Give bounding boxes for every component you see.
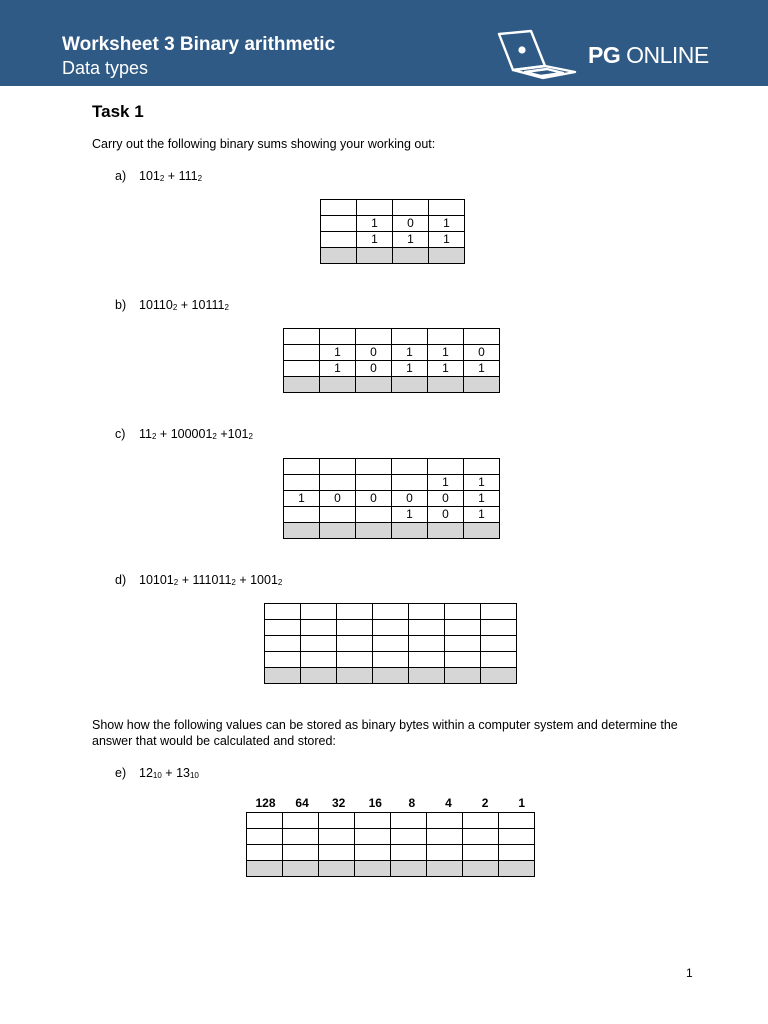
grid-cell[interactable] <box>301 620 337 636</box>
grid-cell[interactable] <box>247 829 283 845</box>
grid-row <box>284 329 500 345</box>
question-expression: $12_{10} + 13_{10}$ <box>139 766 199 780</box>
grid-cell[interactable]: 1 <box>428 361 464 377</box>
grid-cell[interactable] <box>373 652 409 668</box>
grid-cell[interactable] <box>301 604 337 620</box>
grid-cell[interactable] <box>319 813 355 829</box>
grid-row <box>284 361 500 377</box>
grid-cell[interactable] <box>429 248 465 264</box>
grid-cell[interactable] <box>357 200 393 216</box>
place-value-header: 4 <box>445 796 452 810</box>
working-grid <box>246 812 535 877</box>
grid-cell[interactable] <box>247 861 283 877</box>
question-expression: $10110_2 + 10111_2$ <box>139 298 229 312</box>
grid-cell[interactable] <box>409 668 445 684</box>
grid-row <box>265 636 517 652</box>
grid-cell[interactable] <box>320 507 356 523</box>
grid-cell[interactable]: 1 <box>464 361 500 377</box>
grid-cell[interactable] <box>247 845 283 861</box>
page-number: 1 <box>686 966 693 980</box>
grid-cell[interactable] <box>356 475 392 491</box>
grid-cell[interactable] <box>265 620 301 636</box>
grid-cell[interactable] <box>356 329 392 345</box>
answer-row <box>265 668 517 684</box>
place-value-header: 32 <box>332 796 346 810</box>
grid-cell[interactable] <box>283 829 319 845</box>
grid-cell[interactable] <box>319 845 355 861</box>
grid-cell[interactable] <box>356 523 392 539</box>
grid-cell[interactable] <box>265 604 301 620</box>
grid-cell[interactable]: 1 <box>392 507 428 523</box>
grid-cell[interactable]: 0 <box>428 491 464 507</box>
grid-cell[interactable]: 1 <box>464 507 500 523</box>
grid-cell[interactable]: 1 <box>284 491 320 507</box>
grid-row <box>284 459 500 475</box>
grid-cell[interactable] <box>337 652 373 668</box>
grid-cell[interactable] <box>392 475 428 491</box>
grid-cell[interactable] <box>337 604 373 620</box>
grid-cell[interactable] <box>481 668 517 684</box>
grid-cell[interactable]: 0 <box>464 345 500 361</box>
answer-row <box>284 377 500 393</box>
grid-row <box>265 604 517 620</box>
grid-row <box>284 475 500 491</box>
question-expression: $11_2 + 100001_2 +101_2$ <box>139 427 253 441</box>
grid-cell[interactable] <box>409 652 445 668</box>
grid-cell[interactable] <box>337 636 373 652</box>
grid-cell[interactable] <box>301 668 337 684</box>
grid-row <box>321 232 465 248</box>
grid-cell[interactable]: 1 <box>320 345 356 361</box>
grid-cell[interactable] <box>464 523 500 539</box>
grid-cell[interactable] <box>481 620 517 636</box>
grid-cell[interactable] <box>373 636 409 652</box>
grid-row <box>247 845 535 861</box>
grid-cell[interactable] <box>301 636 337 652</box>
grid-cell[interactable] <box>356 507 392 523</box>
grid-cell[interactable] <box>319 829 355 845</box>
working-grid <box>320 199 465 264</box>
header-banner <box>0 0 768 86</box>
grid-cell[interactable] <box>428 459 464 475</box>
grid-cell[interactable] <box>321 216 357 232</box>
grid-cell[interactable]: 0 <box>393 216 429 232</box>
grid-cell[interactable] <box>427 813 463 829</box>
grid-cell[interactable] <box>284 329 320 345</box>
grid-cell[interactable] <box>337 620 373 636</box>
question-label: c) <box>115 427 126 441</box>
grid-row <box>321 200 465 216</box>
grid-cell[interactable] <box>393 200 429 216</box>
grid-cell[interactable] <box>445 652 481 668</box>
question-label: b) <box>115 298 127 312</box>
place-value-header: 1 <box>518 796 526 810</box>
answer-row <box>321 248 465 264</box>
logo-text: PG ONLINE <box>588 42 709 68</box>
question-label: d) <box>115 573 127 587</box>
grid-cell[interactable] <box>320 377 356 393</box>
grid-cell[interactable] <box>355 861 391 877</box>
grid-cell[interactable] <box>392 329 428 345</box>
place-value-header: 16 <box>368 796 382 810</box>
task-intro: Carry out the following binary sums showing your working out: <box>92 137 436 151</box>
grid-cell[interactable] <box>428 377 464 393</box>
place-value-header: 64 <box>295 796 309 810</box>
grid-cell[interactable] <box>445 636 481 652</box>
grid-cell[interactable] <box>284 345 320 361</box>
grid-cell[interactable] <box>337 668 373 684</box>
grid-cell[interactable]: 0 <box>320 491 356 507</box>
grid-row <box>284 345 500 361</box>
grid-cell[interactable] <box>373 620 409 636</box>
worksheet-title: Worksheet 3 Binary arithmetic <box>62 34 336 55</box>
grid-cell[interactable] <box>320 329 356 345</box>
grid-cell[interactable] <box>499 861 535 877</box>
laptop-icon <box>495 28 579 82</box>
grid-cell[interactable]: 1 <box>357 216 393 232</box>
grid-cell[interactable]: 0 <box>428 507 464 523</box>
grid-cell[interactable] <box>393 248 429 264</box>
question-label: e) <box>115 766 127 780</box>
grid-cell[interactable] <box>445 668 481 684</box>
grid-cell[interactable]: 1 <box>464 475 500 491</box>
grid-cell[interactable] <box>481 636 517 652</box>
grid-cell[interactable]: 0 <box>356 345 392 361</box>
answer-row <box>247 861 535 877</box>
pg-online-logo <box>495 28 715 82</box>
grid-cell[interactable] <box>357 248 393 264</box>
grid-cell[interactable] <box>499 845 535 861</box>
grid-cell[interactable] <box>265 652 301 668</box>
grid-cell[interactable] <box>463 861 499 877</box>
grid-cell[interactable] <box>284 459 320 475</box>
grid-cell[interactable] <box>392 459 428 475</box>
grid-cell[interactable] <box>319 861 355 877</box>
grid-cell[interactable] <box>355 813 391 829</box>
grid-cell[interactable] <box>392 377 428 393</box>
grid-cell[interactable]: 1 <box>464 491 500 507</box>
grid-cell[interactable]: 0 <box>356 361 392 377</box>
grid-cell[interactable] <box>391 861 427 877</box>
grid-cell[interactable] <box>499 813 535 829</box>
grid-cell[interactable] <box>247 813 283 829</box>
task-title: Task 1 <box>92 102 144 121</box>
grid-cell[interactable]: 1 <box>429 232 465 248</box>
grid-cell[interactable] <box>391 845 427 861</box>
grid-row <box>247 829 535 845</box>
grid-cell[interactable] <box>320 459 356 475</box>
grid-cell[interactable] <box>321 200 357 216</box>
grid-cell[interactable] <box>321 232 357 248</box>
grid-row <box>247 813 535 829</box>
grid-cell[interactable] <box>373 668 409 684</box>
grid-cell[interactable] <box>321 248 357 264</box>
grid-cell[interactable] <box>427 861 463 877</box>
grid-cell[interactable]: 1 <box>429 216 465 232</box>
place-value-header: 128 <box>255 796 276 810</box>
grid-cell[interactable] <box>428 523 464 539</box>
grid-cell[interactable] <box>283 813 319 829</box>
grid-cell[interactable] <box>283 845 319 861</box>
grid-cell[interactable] <box>301 652 337 668</box>
grid-cell[interactable]: 1 <box>320 361 356 377</box>
grid-cell[interactable] <box>409 604 445 620</box>
grid-cell[interactable] <box>445 604 481 620</box>
grid-cell[interactable] <box>283 861 319 877</box>
grid-cell[interactable] <box>320 475 356 491</box>
place-value-header: 2 <box>481 796 489 810</box>
grid-cell[interactable] <box>373 604 409 620</box>
grid-cell[interactable] <box>320 523 356 539</box>
grid-row <box>265 620 517 636</box>
grid-cell[interactable] <box>499 829 535 845</box>
grid-cell[interactable]: 1 <box>392 345 428 361</box>
grid-cell[interactable] <box>284 377 320 393</box>
grid-row <box>284 491 500 507</box>
working-grid <box>283 458 500 539</box>
grid-cell[interactable]: 0 <box>392 491 428 507</box>
grid-cell[interactable] <box>427 845 463 861</box>
instruction-paragraph: Show how the following values can be stored as binary bytes within a computer system and determine the answer that would be calculated and stored: <box>92 718 678 748</box>
working-grid <box>264 603 517 684</box>
grid-cell[interactable] <box>481 652 517 668</box>
grid-cell[interactable]: 1 <box>393 232 429 248</box>
grid-cell[interactable] <box>265 636 301 652</box>
grid-cell[interactable] <box>429 200 465 216</box>
grid-cell[interactable] <box>428 329 464 345</box>
grid-cell[interactable] <box>445 620 481 636</box>
grid-cell[interactable] <box>355 829 391 845</box>
answer-row <box>284 523 500 539</box>
grid-cell[interactable] <box>356 377 392 393</box>
working-grid <box>283 328 500 393</box>
grid-row <box>265 652 517 668</box>
grid-cell[interactable]: 0 <box>356 491 392 507</box>
grid-cell[interactable]: 1 <box>357 232 393 248</box>
grid-cell[interactable] <box>391 829 427 845</box>
grid-cell[interactable] <box>409 620 445 636</box>
grid-cell[interactable] <box>464 459 500 475</box>
grid-cell[interactable] <box>464 377 500 393</box>
grid-cell[interactable] <box>284 507 320 523</box>
grid-cell[interactable] <box>356 459 392 475</box>
grid-cell[interactable]: 1 <box>428 475 464 491</box>
question-expression: $10101_2 + 111011_2 + 1001_2$ <box>139 573 283 587</box>
place-value-header: 8 <box>408 796 416 810</box>
grid-cell[interactable] <box>391 813 427 829</box>
worksheet-subtitle: Data types <box>62 58 149 78</box>
grid-row <box>284 507 500 523</box>
grid-cell[interactable] <box>284 523 320 539</box>
grid-cell[interactable] <box>284 475 320 491</box>
grid-cell[interactable] <box>463 845 499 861</box>
grid-cell[interactable] <box>427 829 463 845</box>
grid-cell[interactable] <box>463 813 499 829</box>
grid-cell[interactable]: 1 <box>428 345 464 361</box>
grid-cell[interactable] <box>355 845 391 861</box>
grid-cell[interactable]: 1 <box>392 361 428 377</box>
question-expression: $101_2 + 111_2$ <box>139 169 203 183</box>
grid-row <box>321 216 465 232</box>
grid-cell[interactable] <box>392 523 428 539</box>
grid-cell[interactable] <box>409 636 445 652</box>
question-label: a) <box>115 169 127 183</box>
grid-cell[interactable] <box>464 329 500 345</box>
grid-cell[interactable] <box>284 361 320 377</box>
grid-cell[interactable] <box>463 829 499 845</box>
grid-cell[interactable] <box>481 604 517 620</box>
grid-cell[interactable] <box>265 668 301 684</box>
